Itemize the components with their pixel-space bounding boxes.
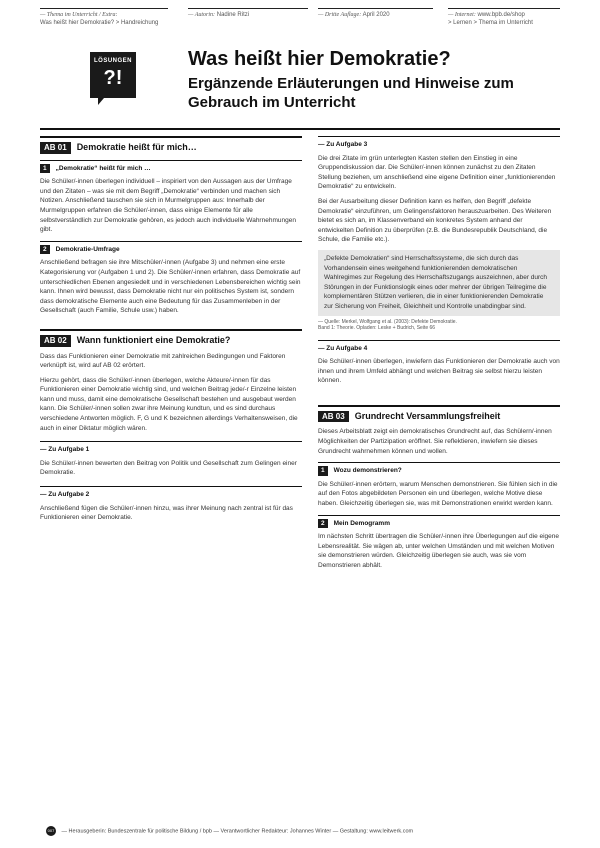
page-number: 007	[46, 826, 56, 836]
ab01-section-2-text: Anschließend befragen sie ihre Mitschüler/-innen (Aufgabe 3) und nehmen eine erste Kategorisierung vor (Aufgaben 1 und 2). Die Schüler/-innen erfahren, dass Demokratie auf unterschiedlichen Ebenen angesiedelt und in verschiedenen Lebensbereichen wichtig sein kann. Ihnen wird bewusst, dass Demokratie nicht nur ein politisches System ist, sondern dass demokratische Elemente auch eine Bedeutung für das Zusammenleben in der Gesellschaft (auch Familie, Schule usw.) haben.	[40, 259, 301, 315]
task-3-paragraph-1: Die drei Zitate im grün unterlegten Kasten stellen den Einstieg in eine Gruppendiskussion dar. Die Schüler/-innen können zunächst zu den Zitaten Stellung beziehen, um anschließend eine eigene Definition einer „funktionierenden Demokratie“ zu entwickeln.	[318, 154, 556, 191]
ab02-task-1-heading: — Zu Aufgabe 1	[40, 441, 302, 455]
ab03-intro: Dieses Arbeitsblatt zeigt ein demokratisches Grundrecht auf, das Schülern/-innen Möglichkeiten der Partizipation eröffnet. Sie reflektieren, inwiefern sie dieses Grundrecht wahrnehmen können und wollen.	[318, 428, 552, 455]
page-title: Was heißt hier Demokratie?	[188, 48, 451, 70]
title-divider	[40, 128, 560, 130]
header-label: — Thema im Unterricht / Extra:	[40, 12, 118, 18]
section-title: Demokratie-Umfrage	[55, 245, 120, 253]
ab01-section-1-heading	[40, 160, 302, 174]
quote-source-line-2: Band 1: Theorie. Opladen: Leske + Budrich, Seite 66	[318, 325, 436, 331]
task-3-paragraph-2: Bei der Ausarbeitung dieser Definition kann es helfen, den Begriff „defekte Demokratie“ einzuführen, um Gelingensfaktoren herauszuarbeiten. Des Weiteren bietet es sich an, im Klassenverband ein konkretes System anhand der entwickelten Definition zu überprüfen (z.B. die Bundesrepublik Deutschland, die Schule, die Familie etc.).	[318, 197, 552, 244]
ab03-section-1-heading	[318, 462, 560, 476]
ab02-paragraph-1: Dass das Funktionieren einer Demokratie mit zahlreichen Bedingungen und Faktoren verknüpft ist, wird auf AB 02 erörtert.	[40, 352, 286, 370]
header-value: April 2020	[362, 12, 390, 18]
ab02-heading	[40, 329, 302, 347]
section-title: „Demokratie“ heißt für mich …	[55, 164, 151, 172]
ab01-section-1-text: Die Schüler/-innen überlegen individuell – inspiriert von den Aussagen aus der Umfrage und den Zitaten – was sie mit dem Begriff „Demokratie“ verbinden und machen sich Notizen. Anschließend tauschen sie sich in Murmelgruppen aus: Innerhalb der Murmelgruppen erfahren die Schüler/-innen, dass einige Elemente für alle selbstverständlich zur Demokratie gehören, es jedoch auch individuelle Wahrnehmungen gibt.	[40, 178, 296, 234]
task-4-text: Die Schüler/-innen überlegen, inwiefern das Funktionieren der Demokratie auch von ihnen und ihrem Umfeld abhängt und welchen Beitrag sie selbst hierzu leisten können.	[318, 358, 560, 385]
ab01-title: Demokratie heißt für mich…	[76, 142, 197, 152]
ab03-title: Grundrecht Versammlungsfreiheit	[354, 410, 501, 421]
ab03-section-1-text: Die Schüler/-innen erörtern, warum Menschen demonstrieren. Sie fühlen sich in die auf den Fotos abgebildeten Personen ein und überlegen, welche Motive diese haben. Gleichzeitig überlegen sie, was mit Demonstrationen erwirkt werden kann.	[318, 480, 558, 508]
logo-label: LÖSUNGEN	[93, 58, 132, 64]
ab02-task-1-text: Die Schüler/-innen bewerten den Beitrag von Politik und Gesellschaft zum Gelingen einer Demokratie.	[40, 459, 297, 477]
ab02-title: Wann funktioniert eine Demokratie?	[76, 334, 231, 345]
section-number: 1	[318, 466, 328, 476]
header-label: — Autorin:	[188, 12, 216, 18]
header-link[interactable]: www.bpb.de/shop	[477, 12, 525, 18]
ab01-section-2-heading	[40, 241, 302, 255]
ab02-tag: AB 02	[40, 335, 71, 347]
header-value: Nadine Ritzi	[216, 12, 250, 18]
loesungen-logo	[90, 52, 136, 98]
header-col-1	[40, 8, 168, 27]
right-column	[318, 136, 560, 576]
section-number: 1	[40, 164, 50, 174]
header-breadcrumb: > Lernen > Thema im Unterricht	[448, 20, 533, 26]
header-value: Was heißt hier Demokratie? > Handreichung	[40, 20, 159, 26]
page-subtitle: Ergänzende Erläuterungen und Hinweise zum Gebrauch im Unterricht	[188, 75, 514, 111]
section-title: Mein Demogramm	[333, 519, 390, 527]
section-number: 2	[318, 519, 328, 529]
header-col-4	[448, 8, 560, 27]
ab03-tag: AB 03	[318, 411, 349, 423]
header-label: — Dritte Auflage:	[318, 12, 362, 18]
ab02-paragraph-2: Hierzu gehört, dass die Schüler/-innen überlegen, welche Akteure/-innen für das Funktionieren einer Demokratie wichtig sind, und welchen Beitrag jede/-r Einzelne leisten kann und muss, damit eine demokratische Gesellschaft bestehen und ausgebaut werden kann. Die Schüler/-innen sollen zwar ihre Meinung kundtun, und es sind durchaus verschiedene Antworten möglich. F, G und K bezeichnen allerdings Verhaltensweisen, die auch in einer Diktatur möglich wären.	[40, 376, 298, 432]
ab02-task-2-heading: — Zu Aufgabe 2	[40, 486, 302, 500]
footer	[46, 826, 413, 836]
task-4-heading: — Zu Aufgabe 4	[318, 340, 560, 354]
logo-symbol: ?!	[103, 67, 123, 89]
section-number: 2	[40, 245, 50, 255]
ab03-section-2-text: Im nächsten Schritt übertragen die Schüler/-innen ihre Überlegungen auf die eigene Lebensrealität. Sie wägen ab, unter welchen Umständen und mit welchen Motiven sie demonstrieren würden. Gleichzeitig überlegen sie auch, was sie vom Demonstrieren abhält.	[318, 533, 560, 569]
definition-quote-box: „Defekte Demokratien“ sind Herrschaftssysteme, die sich durch das Vorhandensein eines weitgehend funktionierenden demokratischen Wahlregimes zur Regelung des Herrschaftszugangs auszeichnen, aber durch Störungen in der Funktionslogik eines oder mehrer der übrigen Teilregime die komplementären Stützen verlieren, die in einer funktionierenden Demokratie zur Sicherung von Freiheit, Gleichheit und Kontrolle unabdingbar sind.	[318, 250, 560, 316]
ab03-section-2-heading	[318, 515, 560, 529]
ab01-heading	[40, 136, 302, 154]
quote-source-line-1: — Quelle: Merkel, Wolfgang et al. (2003): Defekte Demokratie.	[318, 318, 457, 325]
footer-credits: — Herausgeberin: Bundeszentrale für politische Bildung / bpb — Verantwortlicher Redakteur: Johannes Winter — Gestaltung: www.leitwerk.com	[61, 828, 414, 835]
header-label: — Internet:	[448, 12, 476, 18]
left-column	[40, 136, 302, 528]
ab02-task-2-text: Anschließend fügen die Schüler/-innen hinzu, was ihrer Meinung nach zentral ist für das Funktionieren einer Demokratie.	[40, 504, 293, 522]
header-col-3	[318, 8, 433, 19]
quote-source	[318, 319, 560, 332]
ab03-heading	[318, 405, 560, 423]
ab01-tag: AB 01	[40, 142, 71, 154]
header-col-2	[188, 8, 308, 19]
section-title: Wozu demonstrieren?	[333, 467, 402, 475]
task-3-heading: — Zu Aufgabe 3	[318, 136, 560, 150]
